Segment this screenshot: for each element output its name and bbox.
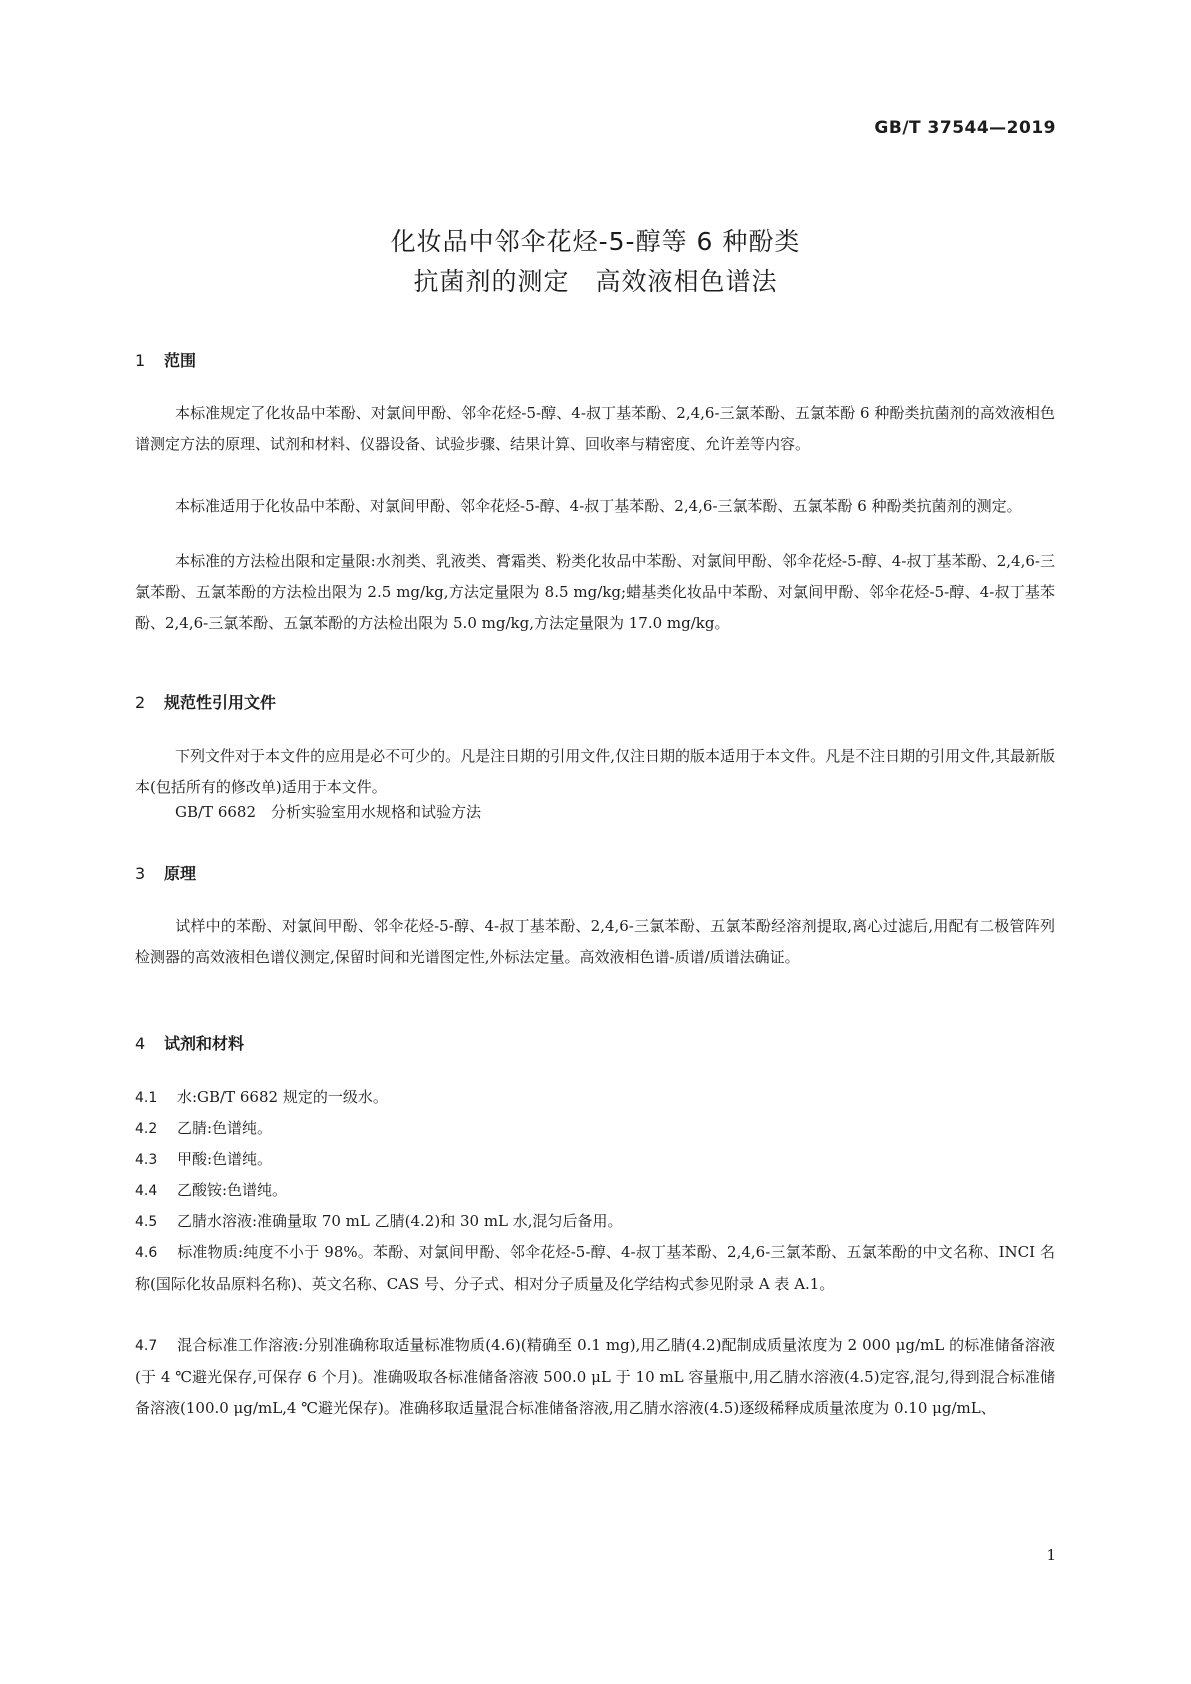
title-line-1: 化妆品中邻伞花烃-5-醇等 6 种酚类: [390, 227, 801, 256]
document-title: [0, 222, 1191, 302]
section-title: 原理: [164, 864, 197, 883]
section-2-paragraph-1: 下列文件对于本文件的应用是必不可少的。凡是注日期的引用文件,仅注日期的版本适用于本文件。凡是不注日期的引用文件,其最新版本(包括所有的修改单)适用于本文件。: [135, 747, 1055, 796]
section-title: 试剂和材料: [164, 1034, 245, 1053]
page-number: 1: [1046, 1546, 1056, 1564]
list-item: 4.3 甲酸:色谱纯。: [135, 1150, 273, 1168]
section-number: 4: [135, 1034, 146, 1053]
list-item: 4.7 混合标准工作溶液:分别准确称取适量标准物质(4.6)(精确至 0.1 mg),用乙腈(4.2)配制成质量浓度为 2 000 μg/mL 的标准储备溶液(于 4 ℃避光保存,可保存 6 个月)。准确吸取各标准储备溶液 500.0 μL 于 10 mL 容量瓶中,用乙腈水溶液(4.5)定容,混匀,得到混合标准储备溶液(100.0 μg/mL,4 ℃避光保存)。准确移取适量混合标准储备溶液,用乙腈水溶液(4.5)逐级稀释成质量浓度为 0.10 μg/mL、: [135, 1336, 1055, 1417]
section-4-heading: [135, 1031, 244, 1054]
normative-reference: GB/T 6682 分析实验室用水规格和试验方法: [175, 803, 482, 821]
list-item: 4.4 乙酸铵:色谱纯。: [135, 1181, 288, 1199]
standard-code: GB/T 37544—2019: [874, 118, 1056, 138]
section-1-paragraph-1: 本标准规定了化妆品中苯酚、对氯间甲酚、邻伞花烃-5-醇、4-叔丁基苯酚、2,4,6-三氯苯酚、五氯苯酚 6 种酚类抗菌剂的高效液相色谱测定方法的原理、试剂和材料、仪器设备、试验步骤、结果计算、回收率与精密度、允许差等内容。: [135, 404, 1055, 453]
section-1-heading: [135, 348, 196, 371]
section-1-paragraph-2: 本标准适用于化妆品中苯酚、对氯间甲酚、邻伞花烃-5-醇、4-叔丁基苯酚、2,4,6-三氯苯酚、五氯苯酚 6 种酚类抗菌剂的测定。: [175, 497, 1022, 515]
section-title: 规范性引用文件: [164, 693, 277, 712]
section-3-heading: [135, 861, 196, 884]
section-2-heading: [135, 690, 276, 713]
section-1-paragraph-3: 本标准的方法检出限和定量限:水剂类、乳液类、膏霜类、粉类化妆品中苯酚、对氯间甲酚、邻伞花烃-5-醇、4-叔丁基苯酚、2,4,6-三氯苯酚、五氯苯酚的方法检出限为 2.5 mg/kg,方法定量限为 8.5 mg/kg;蜡基类化妆品中苯酚、对氯间甲酚、邻伞花烃-5-醇、4-叔丁基苯酚、2,4,6-三氯苯酚、五氯苯酚的方法检出限为 5.0 mg/kg,方法定量限为 17.0 mg/kg。: [135, 552, 1055, 632]
section-number: 1: [135, 351, 146, 370]
section-3-paragraph-1: 试样中的苯酚、对氯间甲酚、邻伞花烃-5-醇、4-叔丁基苯酚、2,4,6-三氯苯酚、五氯苯酚经溶剂提取,离心过滤后,用配有二极管阵列检测器的高效液相色谱仪测定,保留时间和光谱图定性,外标法定量。高效液相色谱-质谱/质谱法确证。: [135, 917, 1055, 966]
list-item: 4.5 乙腈水溶液:准确量取 70 mL 乙腈(4.2)和 30 mL 水,混匀后备用。: [135, 1212, 623, 1230]
list-item: 4.6 标准物质:纯度不小于 98%。苯酚、对氯间甲酚、邻伞花烃-5-醇、4-叔丁基苯酚、2,4,6-三氯苯酚、五氯苯酚的中文名称、INCI 名称(国际化妆品原料名称)、英文名称、CAS 号、分子式、相对分子质量及化学结构式参见附录 A 表 A.1。: [135, 1243, 1055, 1293]
list-item: 4.1 水:GB/T 6682 规定的一级水。: [135, 1088, 388, 1106]
title-line-2: 抗菌剂的测定 高效液相色谱法: [413, 267, 778, 296]
section-number: 3: [135, 864, 146, 883]
list-item: 4.2 乙腈:色谱纯。: [135, 1119, 273, 1137]
section-number: 2: [135, 693, 146, 712]
section-title: 范围: [164, 351, 197, 370]
